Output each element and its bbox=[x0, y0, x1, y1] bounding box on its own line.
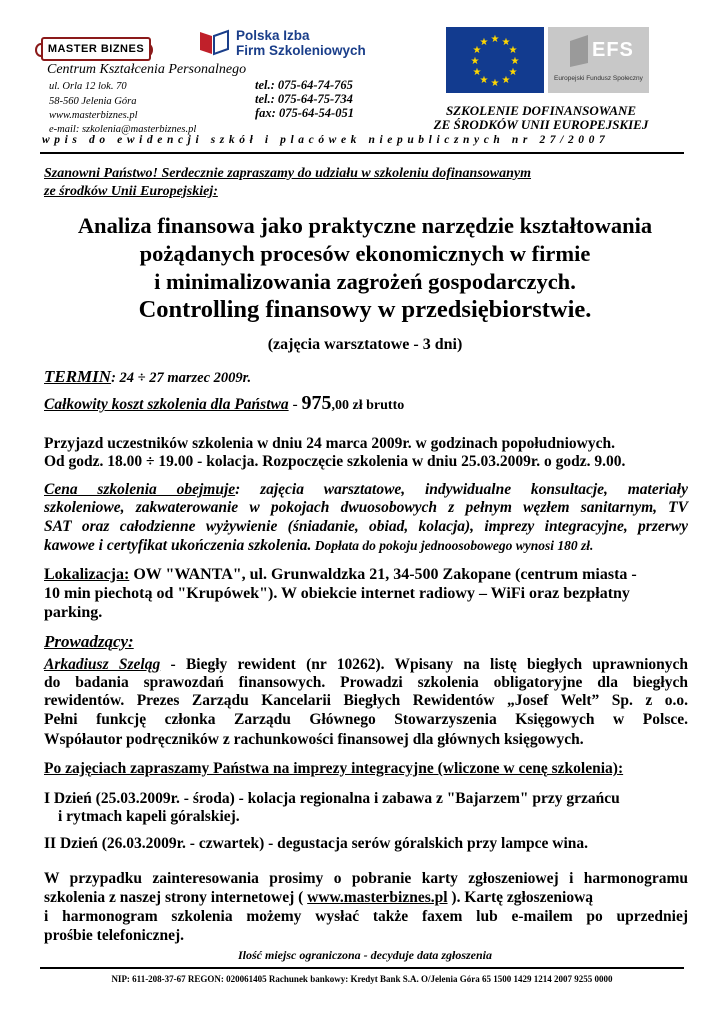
price-text4: kawowe i certyfikat ukończenia szkolenia. bbox=[44, 537, 312, 554]
closing-line1: W przypadku zainteresowania prosimy o pobranie karty zgłoszeniowej i harmonogramu bbox=[44, 870, 688, 887]
price-line3: SAT oraz całodzienne wyżywienie (śniadanie, obiad, kolacja), imprezy integracyjne, przerwy bbox=[44, 518, 688, 535]
intro-line1: Szanowni Państwo! Serdecznie zapraszamy do udziału w szkoleniu dofinansowanym bbox=[44, 166, 532, 181]
phone-1: tel.: 075-64-74-765 bbox=[255, 78, 353, 92]
limited-places-note: Ilość miejsc ograniczona - decyduje data zgłoszenia bbox=[238, 948, 492, 962]
price-text1: : zajęcia warsztatowe, indywidualne konsultacje, materiały bbox=[235, 481, 688, 498]
termin-row bbox=[44, 367, 251, 387]
location-line1 bbox=[44, 566, 688, 585]
footer-text: NIP: 611-208-37-67 REGON: 020061405 Rachunek bankowy: Kredyt Bank S.A. O/Jelenia Góra 65 1500 1429 1214 2007 9255 0000 bbox=[111, 974, 613, 984]
title-line4: Controlling finansowy w przedsiębiorstwie. bbox=[138, 296, 592, 323]
svg-text:★: ★ bbox=[479, 75, 489, 86]
termin-label: TERMIN bbox=[44, 367, 112, 386]
price-line1 bbox=[44, 481, 688, 500]
fax-number: fax: 075-64-54-051 bbox=[255, 106, 354, 120]
svg-text:★: ★ bbox=[490, 34, 500, 45]
svg-text:★: ★ bbox=[510, 56, 520, 67]
closing-line2-post: ). Kartę zgłoszeniową bbox=[447, 889, 594, 906]
title-line2: pożądanych procesów ekonomicznych w firmie bbox=[139, 241, 591, 266]
efs-logo-text: EFS bbox=[592, 39, 634, 61]
master-biznes-logo-text: MASTER BIZNES bbox=[41, 37, 151, 61]
svg-text:★: ★ bbox=[501, 75, 511, 86]
cost-amount: 975 bbox=[301, 392, 332, 414]
events-heading: Po zajęciach zapraszamy Państwa na imprezy integracyjne (wliczone w cenę szkolenia): bbox=[44, 760, 624, 777]
svg-text:★: ★ bbox=[508, 45, 518, 56]
title-line3: i minimalizowania zagrożeń gospodarczych. bbox=[154, 269, 576, 294]
trainer-line4: Pełni funkcję członka Zarządu Głównego Stowarzyszenia Księgowych w Polsce. bbox=[44, 711, 688, 728]
svg-text:★: ★ bbox=[472, 67, 482, 78]
event-day1-line1: I Dzień (25.03.2009r. - środa) - kolacja regionalna i zabawa z "Bajarzem" przy grzańcu bbox=[44, 790, 620, 807]
efs-logo bbox=[548, 27, 649, 93]
pizfs-logo bbox=[198, 26, 378, 62]
location-line3: parking. bbox=[44, 604, 103, 621]
cost-dash: - bbox=[288, 396, 302, 413]
website-link[interactable]: www.masterbiznes.pl bbox=[307, 889, 448, 906]
eu-stars-icon bbox=[446, 27, 544, 93]
price-line4 bbox=[44, 537, 688, 556]
title-subtitle: (zajęcia warsztatowe - 3 dni) bbox=[267, 336, 463, 353]
closing-line2 bbox=[44, 889, 688, 908]
closing-line4: prośbie telefonicznej. bbox=[44, 927, 185, 944]
eu-flag-logo bbox=[446, 27, 544, 93]
trainer-line5: Współautor podręczników z rachunkowości finansowej dla głównych księgowych. bbox=[44, 731, 584, 748]
price-extra: Dopłata do pokoju jednoosobowego wynosi 180 zł. bbox=[311, 538, 594, 553]
closing-line2-pre: szkolenia z naszej strony internetowej ( bbox=[44, 889, 308, 906]
efs-logo-caption: Europejski Fundusz Społeczny bbox=[554, 75, 643, 82]
header-divider bbox=[40, 152, 684, 154]
book-icon bbox=[198, 28, 230, 56]
location-label: Lokalizacja: bbox=[44, 566, 130, 583]
registry-line: wpis do ewidencji szkół i placówek niepublicznych nr 27/2007 bbox=[42, 134, 610, 146]
svg-text:★: ★ bbox=[470, 56, 480, 67]
svg-text:★: ★ bbox=[479, 37, 489, 48]
svg-text:★: ★ bbox=[472, 45, 482, 56]
closing-line3: i harmonogram szkolenia możemy wysłać także faxem lub e-mailem po uprzedniej bbox=[44, 908, 688, 925]
location-line2: 10 min piechotą od "Krupówek"). W obiekcie internet radiowy – WiFi oraz bezpłatny bbox=[44, 585, 630, 602]
intro-line2: ze środków Unii Europejskiej: bbox=[44, 184, 218, 199]
website-text: www.masterbiznes.pl bbox=[49, 110, 138, 121]
svg-text:★: ★ bbox=[490, 78, 500, 89]
pizfs-logo-line2: Firm Szkoleniowych bbox=[236, 43, 366, 58]
arrival-line1: Przyjazd uczestników szkolenia w dniu 24 marca 2009r. w godzinach popołudniowych. bbox=[44, 435, 615, 452]
trainer-line2: do badania sprawozdań finansowych. Prowadzi szkolenia obligatoryjne dla biegłych bbox=[44, 674, 688, 691]
price-label: Cena szkolenia obejmuje bbox=[44, 481, 236, 498]
cost-label: Całkowity koszt szkolenia dla Państwa bbox=[44, 396, 289, 413]
master-biznes-logo bbox=[35, 33, 153, 63]
location-text1: OW "WANTA", ul. Grunwaldzka 21, 34-500 Zakopane (centrum miasta - bbox=[129, 566, 637, 583]
cofinanced-line2: ZE ŚRODKÓW UNII EUROPEJSKIEJ bbox=[433, 117, 649, 132]
center-name: Centrum Kształcenia Personalnego bbox=[47, 62, 247, 77]
event-day1-line2: i rytmach kapeli góralskiej. bbox=[58, 808, 240, 825]
price-line2: szkoleniowe, zakwaterowanie w pokojach dwuosobowych z pełnym węzłem sanitarnym, TV bbox=[44, 499, 688, 516]
pizfs-logo-line1: Polska Izba bbox=[236, 28, 310, 43]
cost-suffix: ,00 zł brutto bbox=[331, 398, 405, 413]
email-text: e-mail: szkolenia@masterbiznes.pl bbox=[49, 124, 197, 135]
address-line1: ul. Orla 12 lok. 70 bbox=[49, 81, 127, 92]
svg-text:★: ★ bbox=[508, 67, 518, 78]
trainer-text1: - Biegły rewident (nr 10262). Wpisany na listę biegłych uprawnionych bbox=[160, 656, 688, 673]
svg-text:★: ★ bbox=[501, 37, 511, 48]
trainer-line3: rewidentów. Prezes Zarządu Kancelarii Biegłych Rewidentów „Josef Welt” Sp. z o.o. bbox=[44, 692, 688, 709]
address-line2: 58-560 Jelenia Góra bbox=[49, 96, 137, 107]
event-day2: II Dzień (26.03.2009r. - czwartek) - degustacja serów góralskich przy lampce wina. bbox=[44, 835, 588, 852]
trainer-line1 bbox=[44, 656, 688, 675]
title-line1: Analiza finansowa jako praktyczne narzędzie kształtowania bbox=[77, 213, 653, 238]
arrival-line2: Od godz. 18.00 ÷ 19.00 - kolacja. Rozpoczęcie szkolenia w dniu 25.03.2009r. o godz. 9.00. bbox=[44, 453, 626, 470]
cost-row bbox=[44, 392, 404, 415]
phone-2: tel.: 075-64-75-734 bbox=[255, 92, 353, 106]
cofinanced-line1: SZKOLENIE DOFINANSOWANE bbox=[445, 103, 637, 118]
termin-value: : 24 ÷ 27 marzec 2009r. bbox=[111, 370, 252, 386]
footer-divider bbox=[40, 967, 684, 969]
trainer-name: Arkadiusz Szeląg bbox=[44, 656, 161, 673]
trainer-heading: Prowadzący: bbox=[44, 632, 134, 651]
